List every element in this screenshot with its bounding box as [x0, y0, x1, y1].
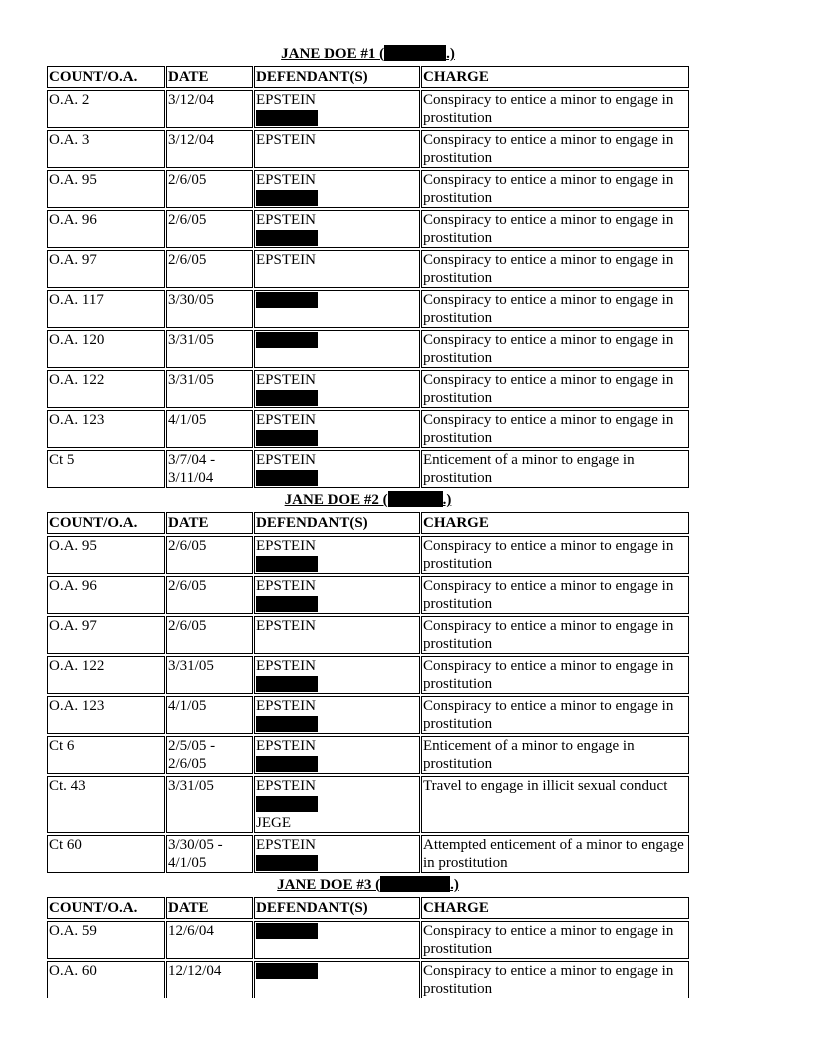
header-count: COUNT/O.A. [47, 897, 165, 919]
defendant-cell [254, 696, 420, 734]
table-row [47, 656, 689, 694]
charge-cell: Conspiracy to entice a minor to engage in prostitution [421, 170, 689, 208]
defendant-cell [254, 90, 420, 128]
date-cell: 3/7/04 - 3/11/04 [166, 450, 253, 488]
redaction-block [256, 756, 318, 772]
defendant-name: EPSTEIN [256, 618, 316, 634]
section-title-text: JANE DOE #2 ( [284, 492, 388, 508]
table-header-row [47, 66, 689, 88]
header-charge: CHARGE [421, 512, 689, 534]
defendant-name: EPSTEIN [256, 412, 316, 428]
table-row [47, 410, 689, 448]
charge-cell: Conspiracy to entice a minor to engage in prostitution [421, 921, 689, 959]
count-cell: O.A. 123 [47, 410, 165, 448]
redaction-block [256, 963, 318, 979]
section-title-jane-doe-1 [46, 44, 690, 64]
defendant-cell [254, 450, 420, 488]
date-cell: 3/12/04 [166, 90, 253, 128]
count-cell: O.A. 3 [47, 130, 165, 168]
count-cell: O.A. 96 [47, 576, 165, 614]
date-cell: 12/6/04 [166, 921, 253, 959]
charge-cell: Enticement of a minor to engage in prostitution [421, 450, 689, 488]
table-row [47, 290, 689, 328]
redaction-block [380, 876, 450, 892]
charge-cell: Conspiracy to entice a minor to engage in prostitution [421, 330, 689, 368]
redaction-block [256, 110, 318, 126]
defendant-name: EPSTEIN [256, 658, 316, 674]
defendant-cell [254, 250, 420, 288]
charge-cell: Conspiracy to entice a minor to engage in prostitution [421, 90, 689, 128]
section-title-suffix: .) [446, 46, 455, 62]
table-row [47, 776, 689, 833]
count-cell: O.A. 97 [47, 250, 165, 288]
defendant-cell [254, 536, 420, 574]
table-row [47, 536, 689, 574]
redaction-block [256, 556, 318, 572]
charge-cell: Conspiracy to entice a minor to engage in prostitution [421, 656, 689, 694]
charge-cell: Conspiracy to entice a minor to engage in prostitution [421, 536, 689, 574]
defendant-name: EPSTEIN [256, 252, 316, 268]
header-count: COUNT/O.A. [47, 66, 165, 88]
defendant-name: EPSTEIN [256, 698, 316, 714]
defendant-cell [254, 776, 420, 833]
date-cell: 3/30/05 - 4/1/05 [166, 835, 253, 873]
redaction-block [256, 716, 318, 732]
table-row [47, 250, 689, 288]
redaction-block [256, 230, 318, 246]
charge-cell: Travel to engage in illicit sexual conduct [421, 776, 689, 833]
charge-cell: Conspiracy to entice a minor to engage in prostitution [421, 696, 689, 734]
charge-cell: Conspiracy to entice a minor to engage in prostitution [421, 961, 689, 998]
header-date: DATE [166, 66, 253, 88]
redaction-block [256, 190, 318, 206]
table-row [47, 130, 689, 168]
charges-table-jane-doe-2 [46, 510, 690, 875]
redaction-block [256, 923, 318, 939]
table-row [47, 90, 689, 128]
defendant-name: EPSTEIN [256, 452, 316, 468]
section-title-suffix: .) [450, 877, 459, 893]
defendant-name: EPSTEIN [256, 738, 316, 754]
table-row [47, 576, 689, 614]
date-cell: 12/12/04 [166, 961, 253, 998]
date-cell: 3/31/05 [166, 776, 253, 833]
section-title-jane-doe-2 [46, 490, 690, 510]
charge-cell: Attempted enticement of a minor to engage in prostitution [421, 835, 689, 873]
redaction-block [256, 430, 318, 446]
defendant-name: EPSTEIN [256, 372, 316, 388]
table-row [47, 370, 689, 408]
defendant-cell [254, 130, 420, 168]
table-row [47, 736, 689, 774]
header-date: DATE [166, 512, 253, 534]
section-title-text: JANE DOE #3 ( [277, 877, 381, 893]
date-cell: 2/6/05 [166, 616, 253, 654]
redaction-block [256, 596, 318, 612]
header-charge: CHARGE [421, 66, 689, 88]
count-cell: Ct 5 [47, 450, 165, 488]
defendant-cell [254, 410, 420, 448]
redaction-block [256, 676, 318, 692]
defendant-name: EPSTEIN [256, 212, 316, 228]
count-cell: O.A. 95 [47, 536, 165, 574]
redaction-block [384, 45, 446, 61]
table-row [47, 616, 689, 654]
count-cell: O.A. 97 [47, 616, 165, 654]
defendant-cell [254, 576, 420, 614]
count-cell: O.A. 123 [47, 696, 165, 734]
count-cell: O.A. 95 [47, 170, 165, 208]
count-cell: Ct. 43 [47, 776, 165, 833]
table-row [47, 961, 689, 998]
section-title-jane-doe-3 [46, 875, 690, 895]
date-cell: 3/31/05 [166, 656, 253, 694]
date-cell: 4/1/05 [166, 410, 253, 448]
date-cell: 3/12/04 [166, 130, 253, 168]
date-cell: 4/1/05 [166, 696, 253, 734]
document [46, 44, 690, 1000]
defendant-cell [254, 170, 420, 208]
date-cell: 2/6/05 [166, 170, 253, 208]
defendant-cell [254, 961, 420, 998]
count-cell: O.A. 96 [47, 210, 165, 248]
header-defendants: DEFENDANT(S) [254, 66, 420, 88]
count-cell: O.A. 60 [47, 961, 165, 998]
redaction-block [388, 491, 443, 507]
defendant-cell [254, 370, 420, 408]
header-defendants: DEFENDANT(S) [254, 897, 420, 919]
date-cell: 2/6/05 [166, 536, 253, 574]
table-header-row [47, 512, 689, 534]
count-cell: O.A. 2 [47, 90, 165, 128]
count-cell: Ct 6 [47, 736, 165, 774]
charge-cell: Conspiracy to entice a minor to engage in prostitution [421, 410, 689, 448]
defendant-cell [254, 616, 420, 654]
defendant-name: EPSTEIN [256, 132, 316, 148]
charge-cell: Conspiracy to entice a minor to engage in prostitution [421, 616, 689, 654]
header-date: DATE [166, 897, 253, 919]
redaction-block [256, 796, 318, 812]
defendant-cell [254, 210, 420, 248]
charge-cell: Conspiracy to entice a minor to engage in prostitution [421, 250, 689, 288]
date-cell: 3/31/05 [166, 370, 253, 408]
charges-table-jane-doe-1 [46, 64, 690, 490]
table-header-row [47, 897, 689, 919]
charge-cell: Conspiracy to entice a minor to engage in prostitution [421, 130, 689, 168]
count-cell: O.A. 117 [47, 290, 165, 328]
charge-cell: Conspiracy to entice a minor to engage in prostitution [421, 210, 689, 248]
charge-cell: Conspiracy to entice a minor to engage in prostitution [421, 370, 689, 408]
table-row [47, 835, 689, 873]
defendant-cell [254, 330, 420, 368]
count-cell: O.A. 122 [47, 370, 165, 408]
defendant-cell [254, 736, 420, 774]
defendant-name: EPSTEIN [256, 92, 316, 108]
defendant-name: EPSTEIN [256, 837, 316, 853]
count-cell: O.A. 122 [47, 656, 165, 694]
redaction-block [256, 292, 318, 308]
charge-cell: Conspiracy to entice a minor to engage in prostitution [421, 576, 689, 614]
date-cell: 3/31/05 [166, 330, 253, 368]
date-cell: 3/30/05 [166, 290, 253, 328]
defendant-name: EPSTEIN [256, 578, 316, 594]
redaction-block [256, 855, 318, 871]
count-cell: Ct 60 [47, 835, 165, 873]
section-title-suffix: .) [442, 492, 452, 508]
defendant-name: EPSTEIN [256, 778, 316, 794]
redaction-block [256, 470, 318, 486]
defendant-cell [254, 921, 420, 959]
date-cell: 2/6/05 [166, 576, 253, 614]
defendant-name: JEGE [256, 815, 291, 831]
defendant-cell [254, 290, 420, 328]
redaction-block [256, 390, 318, 406]
header-charge: CHARGE [421, 897, 689, 919]
defendant-name: EPSTEIN [256, 538, 316, 554]
header-count: COUNT/O.A. [47, 512, 165, 534]
date-cell: 2/6/05 [166, 210, 253, 248]
charge-cell: Enticement of a minor to engage in prostitution [421, 736, 689, 774]
date-cell: 2/6/05 [166, 250, 253, 288]
count-cell: O.A. 59 [47, 921, 165, 959]
defendant-cell [254, 835, 420, 873]
table-row [47, 210, 689, 248]
header-defendants: DEFENDANT(S) [254, 512, 420, 534]
defendant-cell [254, 656, 420, 694]
table-row [47, 330, 689, 368]
redaction-block [256, 332, 318, 348]
count-cell: O.A. 120 [47, 330, 165, 368]
date-cell: 2/5/05 - 2/6/05 [166, 736, 253, 774]
table-row [47, 696, 689, 734]
table-row [47, 450, 689, 488]
section-title-text: JANE DOE #1 ( [281, 46, 385, 62]
defendant-name: EPSTEIN [256, 172, 316, 188]
table-row [47, 170, 689, 208]
charges-table-jane-doe-3 [46, 895, 690, 1000]
table-row [47, 921, 689, 959]
charge-cell: Conspiracy to entice a minor to engage in prostitution [421, 290, 689, 328]
